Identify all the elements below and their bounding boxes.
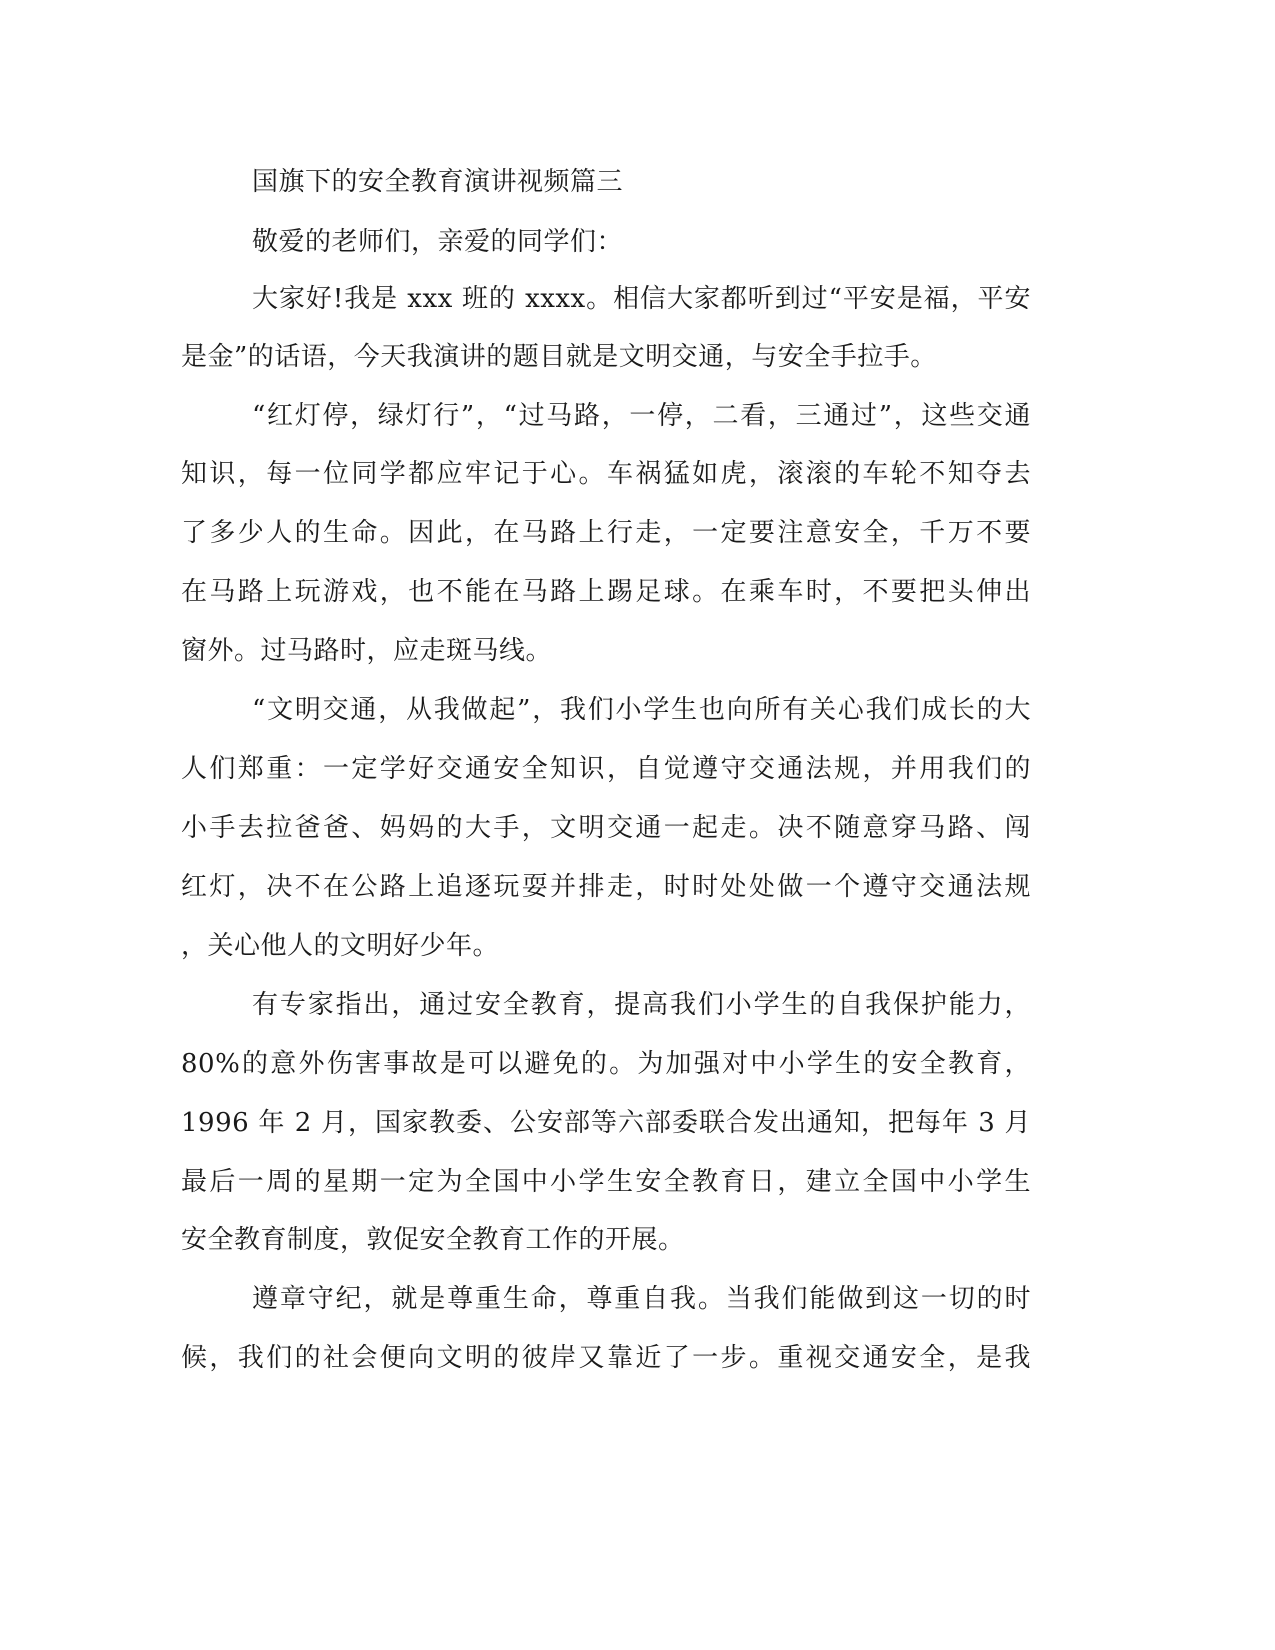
text-line: 安全教育制度，敦促安全教育工作的开展。 [181,1225,685,1255]
text-line: 在马路上玩游戏，也不能在马路上踢足球。在乘车时，不要把头伸出 [181,577,1031,607]
text-line: 人们郑重：一定学好交通安全知识，自觉遵守交通法规，并用我们的 [181,754,1031,784]
text-line: 大家好!我是 xxx 班的 xxxx。相信大家都听到过“平安是福，平安 [252,284,1031,314]
text-line: 80%的意外伤害事故是可以避免的。为加强对中小学生的安全教育， [181,1049,1031,1079]
text-line: 知识，每一位同学都应牢记于心。车祸猛如虎，滚滚的车轮不知夺去 [181,459,1031,489]
salutation: 敬爱的老师们，亲爱的同学们： [252,227,624,257]
text-line: 小手去拉爸爸、妈妈的大手，文明交通一起走。决不随意穿马路、闯 [181,813,1031,843]
text-line: 红灯，决不在公路上追逐玩耍并排走，时时处处做一个遵守交通法规 [181,872,1031,902]
text-line: ，关心他人的文明好少年。 [181,931,500,961]
text-line: 有专家指出，通过安全教育，提高我们小学生的自我保护能力， [252,990,1031,1020]
text-line: 了多少人的生命。因此，在马路上行走，一定要注意安全，千万不要 [181,518,1031,548]
document-title: 国旗下的安全教育演讲视频篇三 [252,167,624,197]
text-line: 1996 年 2 月，国家教委、公安部等六部委联合发出通知，把每年 3 月 [181,1108,1031,1138]
text-line: 候，我们的社会便向文明的彼岸又靠近了一步。重视交通安全，是我 [181,1343,1031,1373]
text-line: 是金”的话语，今天我演讲的题目就是文明交通，与安全手拉手。 [181,342,937,372]
text-line: “文明交通，从我做起”，我们小学生也向所有关心我们成长的大 [252,695,1031,725]
text-line: “红灯停，绿灯行”，“过马路，一停，二看，三通过”，这些交通 [252,401,1031,431]
text-line: 遵章守纪，就是尊重生命，尊重自我。当我们能做到这一切的时 [252,1284,1031,1314]
text-line: 最后一周的星期一定为全国中小学生安全教育日，建立全国中小学生 [181,1167,1031,1197]
text-line: 窗外。过马路时，应走斑马线。 [181,636,553,666]
